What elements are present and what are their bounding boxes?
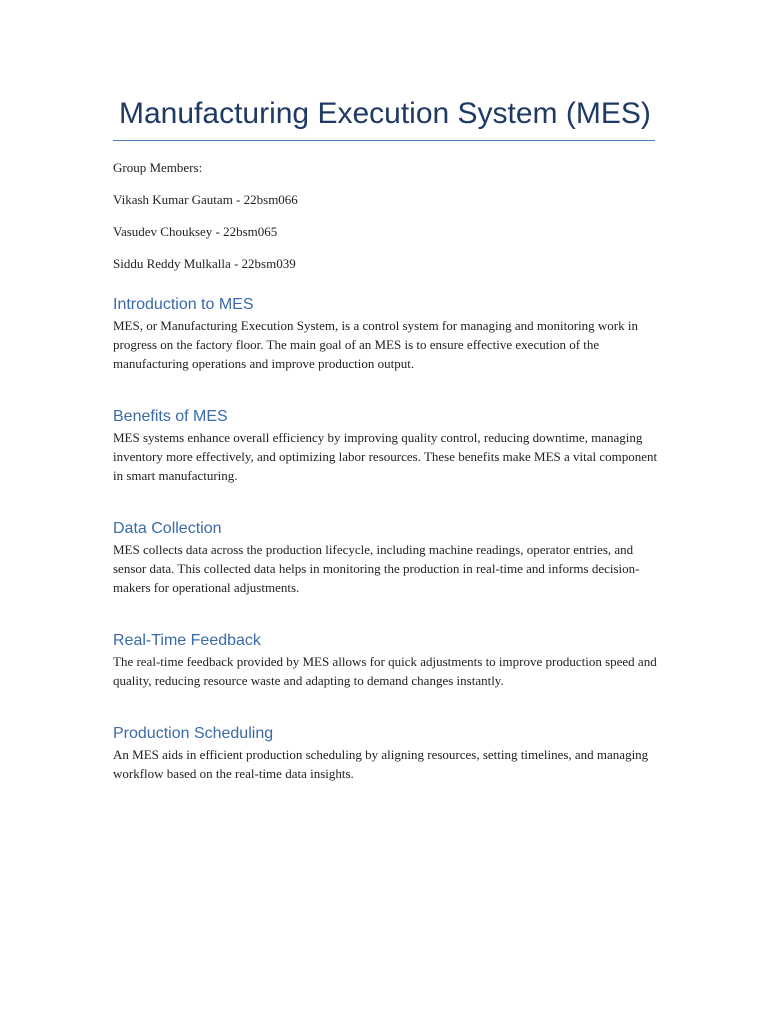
section-data-collection [113,518,655,597]
document-title: Manufacturing Execution System (MES) [119,97,651,130]
section-body: MES systems enhance overall efficiency by improving quality control, reducing downtime, managing inventory more effectively, and optimizing labor resources. These benefits make MES a vital component in smart manufacturing. [113,430,658,483]
section-body: An MES aids in efficient production scheduling by aligning resources, setting timelines, and managing workflow based on the real-time data insights. [113,747,649,781]
group-members-label: Group Members: [113,160,203,175]
section-heading: Real-Time Feedback [113,632,261,649]
section-body: MES, or Manufacturing Execution System, is a control system for managing and monitoring work in progress on the factory floor. The main goal of an MES is to ensure effective execution of the manufacturing operations and improve production output. [113,318,638,371]
section-body: The real-time feedback provided by MES allows for quick adjustments to improve production speed and quality, reducing resource waste and adapting to demand changes instantly. [113,654,657,688]
section-body: MES collects data across the production lifecycle, including machine readings, operator entries, and sensor data. This collected data helps in monitoring the production in real-time and informs decision-makers for operational adjustments. [113,542,640,595]
section-introduction [113,294,655,373]
title-underline [113,140,655,141]
section-production-scheduling [113,723,655,783]
group-members-block [113,159,655,273]
section-benefits [113,406,658,485]
member-line: Vikash Kumar Gautam - 22bsm066 [113,192,298,207]
section-real-time-feedback [113,630,655,690]
member-line: Vasudev Chouksey - 22bsm065 [113,224,278,239]
member-line: Siddu Reddy Mulkalla - 22bsm039 [113,256,296,271]
section-heading: Introduction to MES [113,296,254,313]
section-heading: Data Collection [113,520,222,537]
section-heading: Benefits of MES [113,408,228,425]
section-heading: Production Scheduling [113,725,274,742]
